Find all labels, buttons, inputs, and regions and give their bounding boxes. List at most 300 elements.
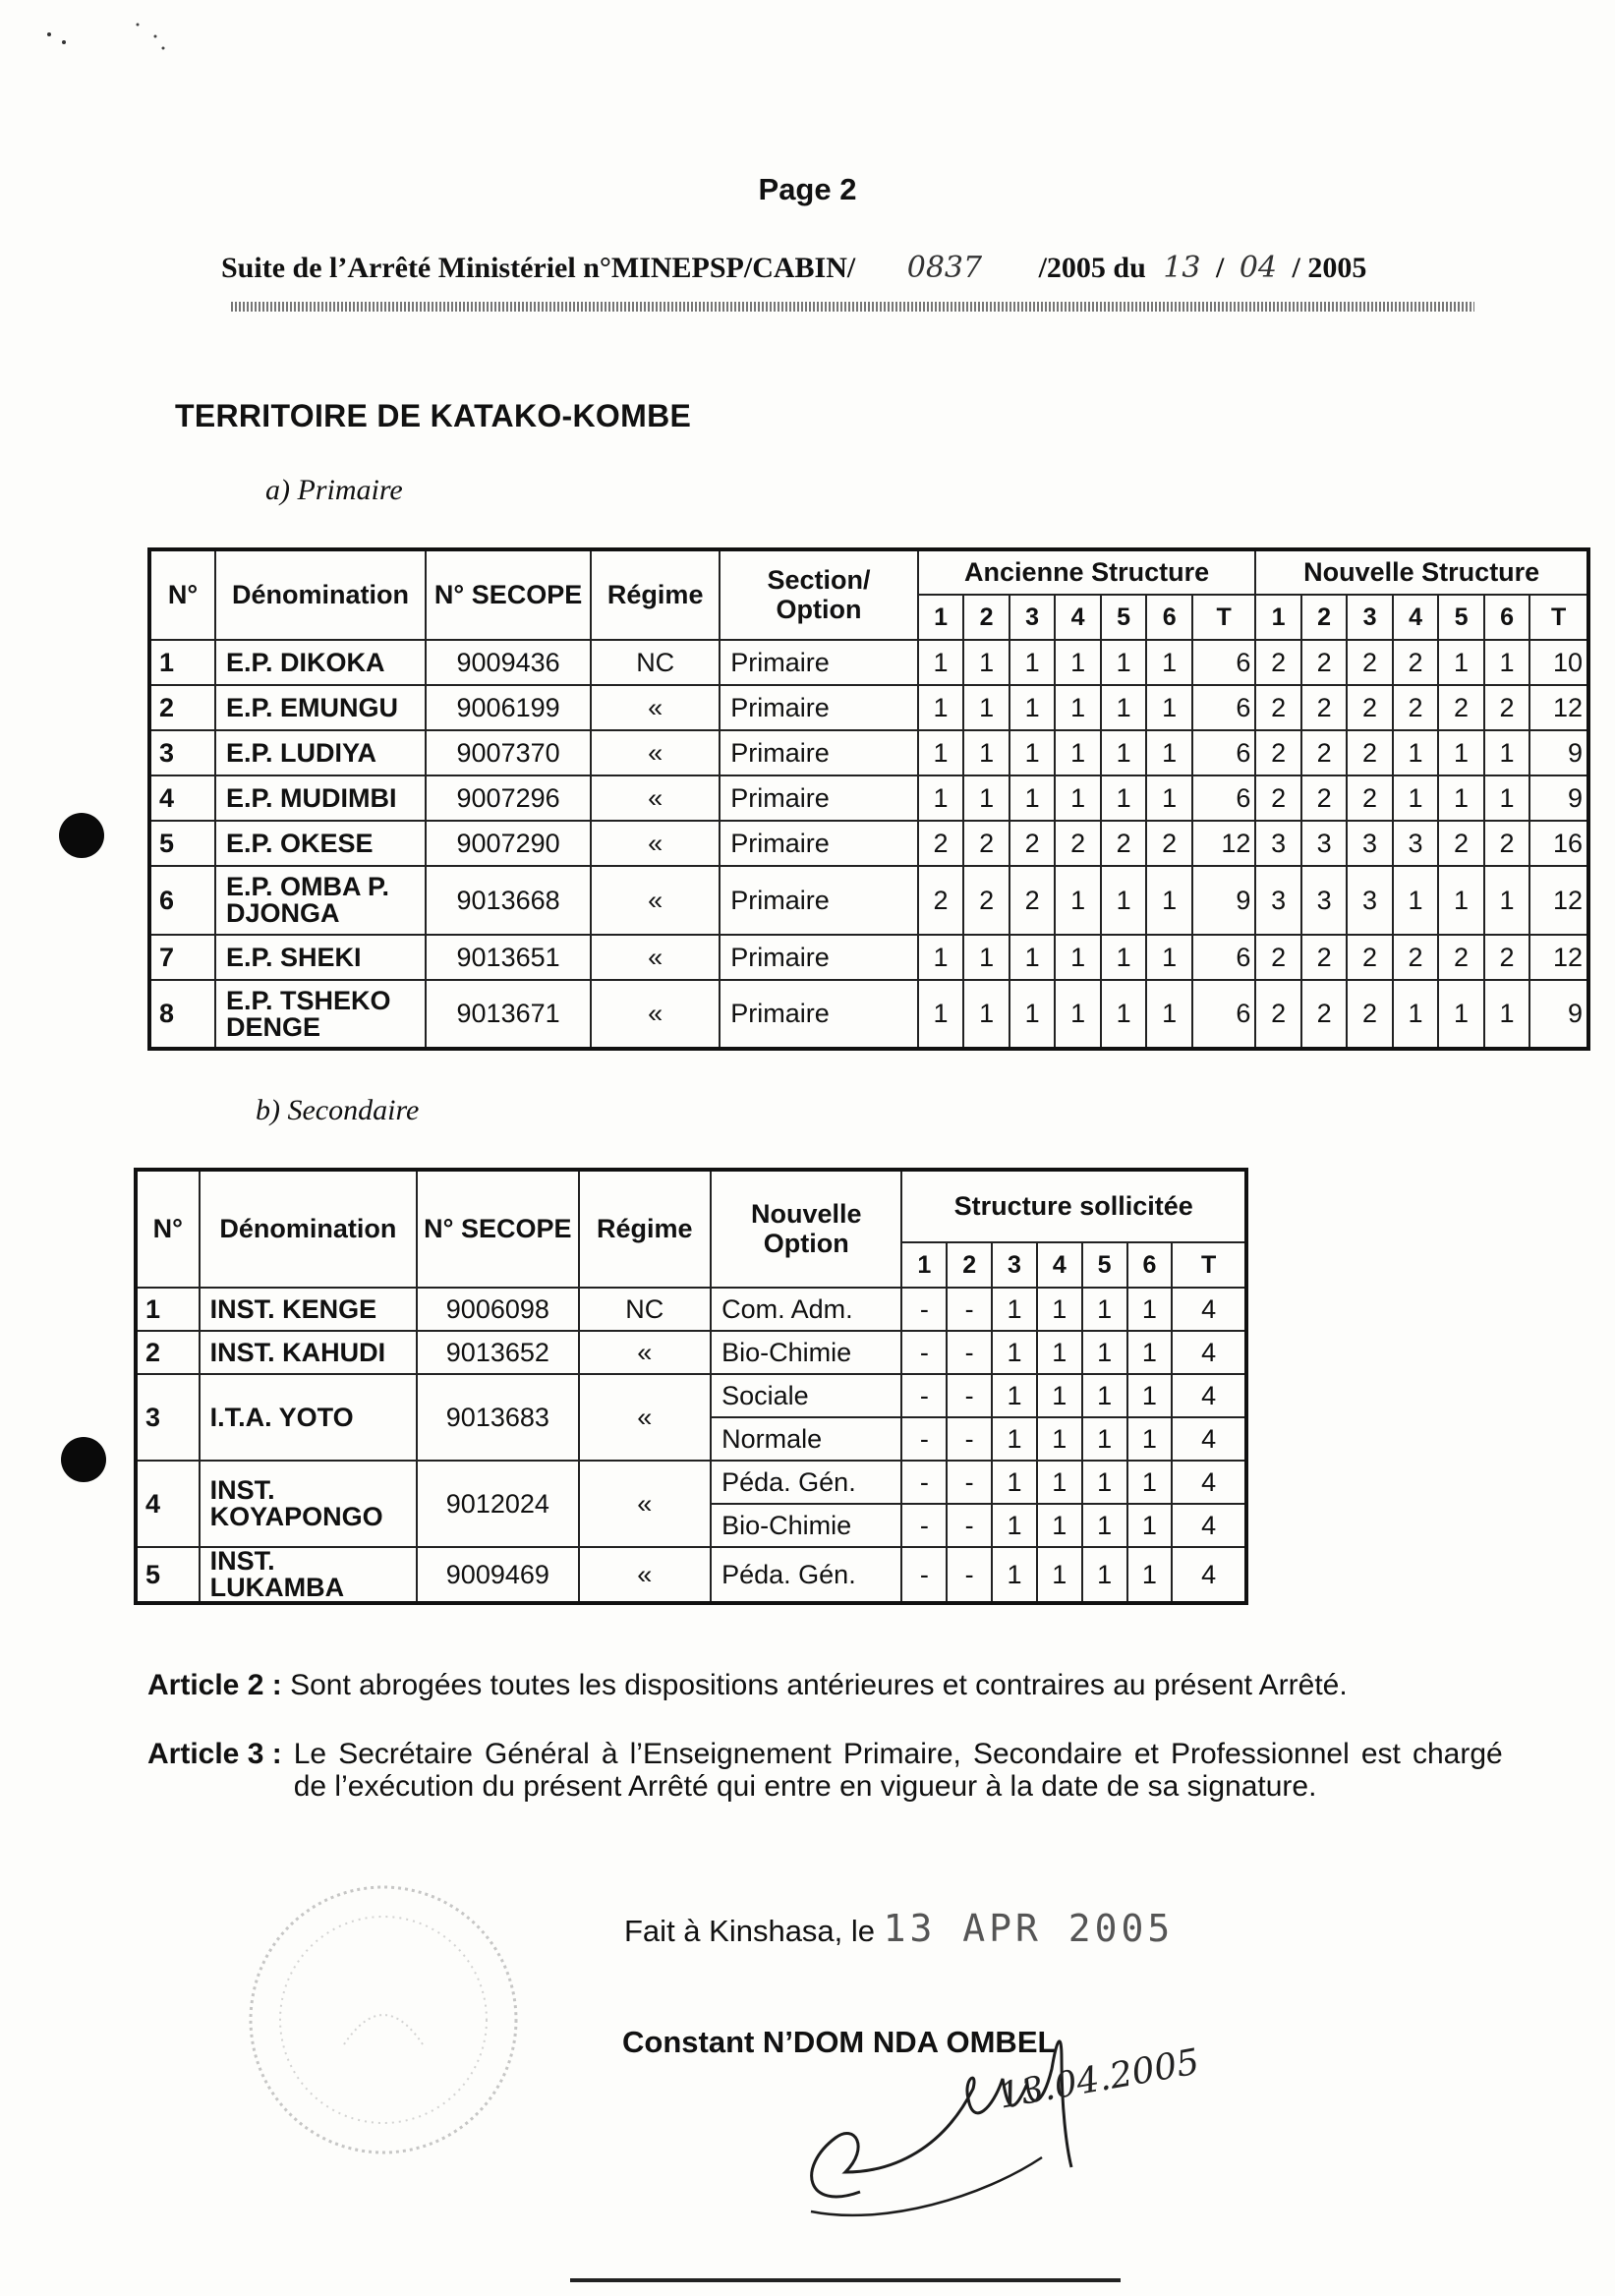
nouvelle-value: 2 xyxy=(1438,935,1483,980)
ancienne-value: 1 xyxy=(1009,935,1056,980)
col-n: N° xyxy=(149,549,215,640)
punch-hole-mark xyxy=(61,1437,106,1482)
ancienne-value: 1 xyxy=(918,685,964,730)
nouvelle-value: 1 xyxy=(1484,730,1529,775)
ancienne-value: 2 xyxy=(918,821,964,866)
ancienne-value: 2 xyxy=(918,866,964,935)
structure-value: 1 xyxy=(1037,1374,1082,1417)
secope-number: 9013683 xyxy=(417,1374,578,1461)
ancienne-value: 1 xyxy=(918,775,964,821)
table-row xyxy=(136,1331,1246,1374)
article-label: Article 2 : xyxy=(147,1669,282,1701)
school-name: E.P. LUDIYA xyxy=(215,730,426,775)
ancienne-value: 1 xyxy=(963,685,1009,730)
ancienne-value: 1 xyxy=(1146,640,1192,685)
row-number: 5 xyxy=(149,821,215,866)
structure-value: - xyxy=(947,1331,992,1374)
nouvelle-value: 1 xyxy=(1438,640,1483,685)
secope-number: 9007296 xyxy=(426,775,591,821)
table-row xyxy=(149,685,1588,730)
ancienne-value: 1 xyxy=(1146,685,1192,730)
nouvelle-col-2: 2 xyxy=(1301,595,1347,640)
regime: « xyxy=(591,821,720,866)
place-label: Fait à Kinshasa, le xyxy=(624,1914,876,1948)
ancienne-value: 1 xyxy=(918,980,964,1049)
nouvelle-value: 2 xyxy=(1438,685,1483,730)
nouvelle-col-4: 4 xyxy=(1393,595,1438,640)
nouvelle-value: 1 xyxy=(1393,980,1438,1049)
ancienne-value: 1 xyxy=(1009,980,1056,1049)
group-ancienne-structure: Ancienne Structure xyxy=(918,549,1256,595)
row-number: 7 xyxy=(149,935,215,980)
table-row xyxy=(149,730,1588,775)
decree-prefix: Suite de l’Arrêté Ministériel n°MINEPSP/CABIN/ xyxy=(221,252,856,284)
structure-value: - xyxy=(901,1461,947,1504)
structure-value: - xyxy=(901,1374,947,1417)
nouvelle-col-6: 6 xyxy=(1484,595,1529,640)
nouvelle-value: 2 xyxy=(1301,685,1347,730)
nouvelle-value: 2 xyxy=(1301,935,1347,980)
col-secope: N° SECOPE xyxy=(426,549,591,640)
row-number: 6 xyxy=(149,866,215,935)
ancienne-col-4: 4 xyxy=(1055,595,1101,640)
structure-value: - xyxy=(947,1288,992,1331)
structure-value: 1 xyxy=(1127,1547,1173,1603)
school-name: INST. KENGE xyxy=(200,1288,418,1331)
nouvelle-value: 1 xyxy=(1484,980,1529,1049)
nouvelle-value: 12 xyxy=(1529,866,1588,935)
structure-value: 1 xyxy=(1082,1461,1127,1504)
nouvelle-value: 2 xyxy=(1255,775,1300,821)
table-row xyxy=(149,866,1588,935)
territory-title: TERRITOIRE DE KATAKO-KOMBE xyxy=(175,398,692,433)
school-name: INST. KOYAPONGO xyxy=(200,1461,418,1547)
ancienne-value: 1 xyxy=(963,935,1009,980)
col-denomination: Dénomination xyxy=(200,1170,418,1288)
structure-value: 1 xyxy=(1127,1288,1173,1331)
nouvelle-value: 1 xyxy=(1393,730,1438,775)
structure-value: 4 xyxy=(1172,1288,1246,1331)
structure-value: 1 xyxy=(1037,1331,1082,1374)
nouvelle-value: 3 xyxy=(1347,821,1392,866)
ancienne-value: 1 xyxy=(1009,775,1056,821)
row-number: 3 xyxy=(136,1374,200,1461)
ancienne-col-2: 2 xyxy=(963,595,1009,640)
table-row xyxy=(149,640,1588,685)
structure-value: 1 xyxy=(1082,1547,1127,1603)
primaire-subtitle: a) Primaire xyxy=(265,474,403,506)
nouvelle-value: 3 xyxy=(1255,866,1300,935)
date-stamp: 13 APR 2005 xyxy=(883,1907,1175,1950)
nouvelle-value: 2 xyxy=(1255,730,1300,775)
col-regime: Régime xyxy=(579,1170,712,1288)
col-denomination: Dénomination xyxy=(215,549,426,640)
school-name: E.P. TSHEKO DENGE xyxy=(215,980,426,1049)
ancienne-value: 1 xyxy=(1055,730,1101,775)
article-text: Le Secrétaire Général à l’Enseignement Primaire, Secondaire et Professionnel est chargé de l’exécution du présent Arrêté qui entre en vigueur à la date de sa signature. xyxy=(293,1738,1503,1803)
ancienne-value: 1 xyxy=(1101,640,1147,685)
col-section: Section/ Option xyxy=(720,549,918,640)
nouvelle-value: 2 xyxy=(1484,685,1529,730)
nouvelle-value: 2 xyxy=(1393,935,1438,980)
table-row xyxy=(136,1288,1246,1331)
school-name: E.P. OMBA P. DJONGA xyxy=(215,866,426,935)
nouvelle-value: 2 xyxy=(1484,935,1529,980)
official-seal-stamp xyxy=(236,1872,531,2167)
school-name: E.P. DIKOKA xyxy=(215,640,426,685)
secope-number: 9007290 xyxy=(426,821,591,866)
section-option: Primaire xyxy=(720,685,918,730)
section-option: Primaire xyxy=(720,980,918,1049)
structure-value: - xyxy=(901,1547,947,1603)
nouvelle-value: 1 xyxy=(1484,640,1529,685)
regime: « xyxy=(591,866,720,935)
structure-col-5: 5 xyxy=(1082,1242,1127,1288)
ancienne-col-3: 3 xyxy=(1009,595,1056,640)
ancienne-value: 1 xyxy=(1101,980,1147,1049)
nouvelle-value: 3 xyxy=(1255,821,1300,866)
structure-value: 1 xyxy=(1037,1417,1082,1461)
nouvelle-value: 2 xyxy=(1347,980,1392,1049)
structure-value: 1 xyxy=(1082,1288,1127,1331)
ancienne-value: 1 xyxy=(1055,685,1101,730)
nouvelle-value: 2 xyxy=(1484,821,1529,866)
nouvelle-value: 1 xyxy=(1438,730,1483,775)
table-row xyxy=(149,935,1588,980)
bottom-rule xyxy=(570,2278,1121,2282)
structure-value: 1 xyxy=(1037,1547,1082,1603)
ancienne-value: 6 xyxy=(1192,980,1255,1049)
ancienne-value: 2 xyxy=(1009,821,1056,866)
table-row xyxy=(149,980,1588,1049)
nouvelle-col-5: 5 xyxy=(1438,595,1483,640)
secope-number: 9009436 xyxy=(426,640,591,685)
nouvelle-value: 2 xyxy=(1393,640,1438,685)
nouvelle-value: 10 xyxy=(1529,640,1588,685)
row-number: 1 xyxy=(136,1288,200,1331)
structure-value: - xyxy=(947,1547,992,1603)
structure-value: 1 xyxy=(1127,1374,1173,1417)
nouvelle-value: 3 xyxy=(1393,821,1438,866)
structure-value: 1 xyxy=(992,1331,1037,1374)
group-nouvelle-structure: Nouvelle Structure xyxy=(1255,549,1588,595)
option-label: Com. Adm. xyxy=(711,1288,901,1331)
structure-value: - xyxy=(901,1331,947,1374)
secondaire-table xyxy=(134,1168,1248,1605)
structure-value: 1 xyxy=(1037,1461,1082,1504)
ancienne-value: 1 xyxy=(963,980,1009,1049)
option-label: Sociale xyxy=(711,1374,901,1417)
structure-value: - xyxy=(901,1504,947,1547)
decree-year: /2005 du xyxy=(1038,252,1146,284)
nouvelle-value: 3 xyxy=(1301,866,1347,935)
ancienne-value: 1 xyxy=(1101,935,1147,980)
nouvelle-value: 2 xyxy=(1255,640,1300,685)
article-3 xyxy=(147,1738,1514,1803)
option-label: Péda. Gén. xyxy=(711,1547,901,1603)
row-number: 1 xyxy=(149,640,215,685)
structure-col-4: 4 xyxy=(1037,1242,1082,1288)
nouvelle-value: 12 xyxy=(1529,935,1588,980)
regime: « xyxy=(579,1547,712,1603)
nouvelle-col-1: 1 xyxy=(1255,595,1300,640)
secope-number: 9006199 xyxy=(426,685,591,730)
section-option: Primaire xyxy=(720,866,918,935)
structure-value: 4 xyxy=(1172,1461,1246,1504)
school-name: I.T.A. YOTO xyxy=(200,1374,418,1461)
ancienne-value: 1 xyxy=(1055,640,1101,685)
ancienne-value: 1 xyxy=(1009,685,1056,730)
row-number: 5 xyxy=(136,1547,200,1603)
nouvelle-col-3: 3 xyxy=(1347,595,1392,640)
signer-name: Constant N’DOM NDA OMBEL xyxy=(622,2025,1057,2059)
structure-value: 4 xyxy=(1172,1374,1246,1417)
ancienne-value: 1 xyxy=(1101,775,1147,821)
nouvelle-value: 2 xyxy=(1393,685,1438,730)
secondaire-subtitle: b) Secondaire xyxy=(256,1094,420,1126)
primaire-table xyxy=(147,547,1590,1051)
nouvelle-value: 1 xyxy=(1393,775,1438,821)
ancienne-value: 1 xyxy=(918,640,964,685)
secope-number: 9013651 xyxy=(426,935,591,980)
regime: « xyxy=(579,1331,712,1374)
structure-value: 1 xyxy=(992,1288,1037,1331)
structure-col-1: 1 xyxy=(901,1242,947,1288)
regime: « xyxy=(591,775,720,821)
nouvelle-value: 2 xyxy=(1255,935,1300,980)
nouvelle-value: 1 xyxy=(1484,866,1529,935)
structure-value: 1 xyxy=(1037,1288,1082,1331)
col-option: Nouvelle Option xyxy=(711,1170,901,1288)
table-row xyxy=(136,1374,1246,1417)
option-label: Bio-Chimie xyxy=(711,1504,901,1547)
regime: « xyxy=(579,1461,712,1547)
regime: « xyxy=(579,1374,712,1461)
header-dotted-rule xyxy=(231,302,1474,312)
school-name: E.P. OKESE xyxy=(215,821,426,866)
regime: NC xyxy=(579,1288,712,1331)
structure-value: 1 xyxy=(1127,1504,1173,1547)
nouvelle-col-t: T xyxy=(1529,595,1588,640)
structure-value: 1 xyxy=(992,1461,1037,1504)
regime: « xyxy=(591,730,720,775)
structure-value: - xyxy=(947,1374,992,1417)
nouvelle-value: 2 xyxy=(1301,640,1347,685)
structure-value: 4 xyxy=(1172,1504,1246,1547)
row-number: 8 xyxy=(149,980,215,1049)
regime: « xyxy=(591,935,720,980)
ancienne-value: 1 xyxy=(963,730,1009,775)
ancienne-value: 1 xyxy=(1146,730,1192,775)
structure-value: 4 xyxy=(1172,1547,1246,1603)
row-number: 2 xyxy=(136,1331,200,1374)
ancienne-value: 1 xyxy=(1055,980,1101,1049)
ancienne-col-5: 5 xyxy=(1101,595,1147,640)
structure-value: 1 xyxy=(1082,1331,1127,1374)
ancienne-value: 1 xyxy=(963,640,1009,685)
ancienne-col-6: 6 xyxy=(1146,595,1192,640)
group-structure-sollicitee: Structure sollicitée xyxy=(901,1170,1246,1242)
ancienne-value: 1 xyxy=(1146,935,1192,980)
article-label: Article 3 : xyxy=(147,1738,282,1770)
table-row xyxy=(136,1461,1246,1504)
ancienne-value: 1 xyxy=(1055,775,1101,821)
article-text: Sont abrogées toutes les dispositions antérieures et contraires au présent Arrêté. xyxy=(290,1669,1348,1701)
nouvelle-value: 3 xyxy=(1347,866,1392,935)
section-option: Primaire xyxy=(720,730,918,775)
structure-col-2: 2 xyxy=(947,1242,992,1288)
nouvelle-value: 2 xyxy=(1438,821,1483,866)
regime: « xyxy=(591,685,720,730)
structure-value: 1 xyxy=(1082,1374,1127,1417)
ancienne-value: 2 xyxy=(1146,821,1192,866)
decree-number-handwritten: 0837 xyxy=(906,251,983,285)
structure-value: 1 xyxy=(992,1374,1037,1417)
school-name: E.P. SHEKI xyxy=(215,935,426,980)
structure-col-6: 6 xyxy=(1127,1242,1173,1288)
secope-number: 9009469 xyxy=(417,1547,578,1603)
ancienne-value: 1 xyxy=(1009,730,1056,775)
table-row xyxy=(149,821,1588,866)
regime: « xyxy=(591,980,720,1049)
school-name: INST. KAHUDI xyxy=(200,1331,418,1374)
section-option: Primaire xyxy=(720,935,918,980)
nouvelle-value: 1 xyxy=(1438,980,1483,1049)
structure-value: - xyxy=(947,1417,992,1461)
structure-value: 1 xyxy=(1037,1504,1082,1547)
ancienne-value: 1 xyxy=(1146,980,1192,1049)
article-2 xyxy=(147,1669,1514,1701)
nouvelle-value: 12 xyxy=(1529,685,1588,730)
ancienne-value: 9 xyxy=(1192,866,1255,935)
col-n: N° xyxy=(136,1170,200,1288)
structure-value: - xyxy=(901,1288,947,1331)
section-option: Primaire xyxy=(720,821,918,866)
ancienne-col-1: 1 xyxy=(918,595,964,640)
school-name: E.P. MUDIMBI xyxy=(215,775,426,821)
ancienne-value: 2 xyxy=(963,821,1009,866)
row-number: 4 xyxy=(136,1461,200,1547)
nouvelle-value: 1 xyxy=(1484,775,1529,821)
col-secope: N° SECOPE xyxy=(417,1170,578,1288)
section-option: Primaire xyxy=(720,640,918,685)
structure-value: 1 xyxy=(992,1547,1037,1603)
nouvelle-value: 1 xyxy=(1438,775,1483,821)
secope-number: 9013668 xyxy=(426,866,591,935)
nouvelle-value: 2 xyxy=(1255,980,1300,1049)
decree-month-handwritten: 04 xyxy=(1239,251,1278,285)
structure-col-t: T xyxy=(1172,1242,1246,1288)
page-label: Page 2 xyxy=(758,172,857,206)
nouvelle-value: 1 xyxy=(1393,866,1438,935)
secope-number: 9013671 xyxy=(426,980,591,1049)
ancienne-value: 1 xyxy=(1055,935,1101,980)
ancienne-value: 2 xyxy=(1009,866,1056,935)
decree-year-end: / 2005 xyxy=(1292,252,1367,284)
ancienne-value: 6 xyxy=(1192,730,1255,775)
option-label: Péda. Gén. xyxy=(711,1461,901,1504)
table-row xyxy=(136,1547,1246,1603)
ancienne-value: 6 xyxy=(1192,685,1255,730)
ancienne-value: 1 xyxy=(963,775,1009,821)
ancienne-value: 1 xyxy=(1146,775,1192,821)
nouvelle-value: 2 xyxy=(1347,935,1392,980)
nouvelle-value: 16 xyxy=(1529,821,1588,866)
ancienne-value: 1 xyxy=(1009,640,1056,685)
school-name: E.P. EMUNGU xyxy=(215,685,426,730)
nouvelle-value: 2 xyxy=(1255,685,1300,730)
nouvelle-value: 2 xyxy=(1347,640,1392,685)
structure-value: 1 xyxy=(1082,1417,1127,1461)
handwritten-signature xyxy=(767,2000,1180,2226)
ancienne-value: 6 xyxy=(1192,775,1255,821)
regime: NC xyxy=(591,640,720,685)
ancienne-value: 1 xyxy=(918,730,964,775)
structure-value: - xyxy=(901,1417,947,1461)
ancienne-value: 1 xyxy=(1101,685,1147,730)
ancienne-value: 1 xyxy=(918,935,964,980)
structure-value: 4 xyxy=(1172,1417,1246,1461)
nouvelle-value: 2 xyxy=(1347,730,1392,775)
ancienne-value: 1 xyxy=(1101,866,1147,935)
decree-reference: Suite de l’Arrêté Ministériel n°MINEPSP/CABIN/ 0837 /2005 du 13 / 04 / 2005 xyxy=(221,251,1367,285)
structure-value: 1 xyxy=(992,1504,1037,1547)
nouvelle-value: 2 xyxy=(1347,685,1392,730)
secope-number: 9006098 xyxy=(417,1288,578,1331)
school-name: INST. LUKAMBA xyxy=(200,1547,418,1603)
section-option: Primaire xyxy=(720,775,918,821)
row-number: 4 xyxy=(149,775,215,821)
ancienne-value: 6 xyxy=(1192,640,1255,685)
ancienne-value: 2 xyxy=(963,866,1009,935)
ancienne-value: 2 xyxy=(1055,821,1101,866)
secope-number: 9013652 xyxy=(417,1331,578,1374)
nouvelle-value: 1 xyxy=(1438,866,1483,935)
ancienne-value: 1 xyxy=(1055,866,1101,935)
decree-day-handwritten: 13 xyxy=(1163,251,1201,285)
punch-hole-mark xyxy=(59,813,104,858)
structure-value: 1 xyxy=(1082,1504,1127,1547)
row-number: 2 xyxy=(149,685,215,730)
structure-value: - xyxy=(947,1504,992,1547)
option-label: Bio-Chimie xyxy=(711,1331,901,1374)
structure-value: - xyxy=(947,1461,992,1504)
ancienne-value: 1 xyxy=(1101,730,1147,775)
ancienne-value: 2 xyxy=(1101,821,1147,866)
nouvelle-value: 2 xyxy=(1301,980,1347,1049)
col-regime: Régime xyxy=(591,549,720,640)
structure-value: 1 xyxy=(1127,1331,1173,1374)
nouvelle-value: 9 xyxy=(1529,775,1588,821)
ancienne-col-t: T xyxy=(1192,595,1255,640)
place-and-date xyxy=(624,1907,1174,1950)
secope-number: 9012024 xyxy=(417,1461,578,1547)
structure-value: 4 xyxy=(1172,1331,1246,1374)
table-row xyxy=(149,775,1588,821)
signature-date-handwritten: 13.04.2005 xyxy=(996,2041,1203,2117)
scan-specks xyxy=(39,15,177,64)
nouvelle-value: 2 xyxy=(1301,730,1347,775)
structure-value: 1 xyxy=(1127,1417,1173,1461)
structure-value: 1 xyxy=(1127,1461,1173,1504)
ancienne-value: 12 xyxy=(1192,821,1255,866)
nouvelle-value: 9 xyxy=(1529,980,1588,1049)
secope-number: 9007370 xyxy=(426,730,591,775)
nouvelle-value: 2 xyxy=(1301,775,1347,821)
ancienne-value: 1 xyxy=(1146,866,1192,935)
nouvelle-value: 2 xyxy=(1347,775,1392,821)
option-label: Normale xyxy=(711,1417,901,1461)
